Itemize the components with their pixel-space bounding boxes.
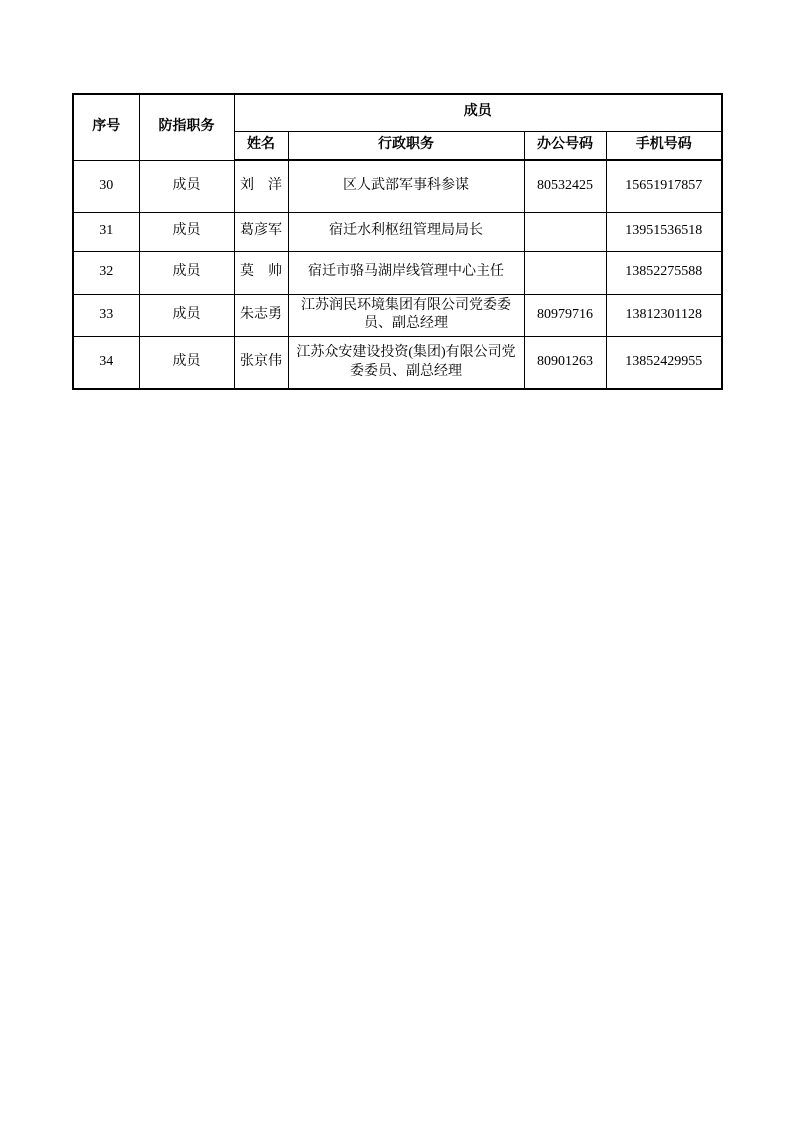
cell-position: 成员 [139, 337, 234, 389]
header-admin-title: 行政职务 [288, 131, 524, 160]
cell-office-phone [524, 212, 606, 251]
table-row [73, 251, 722, 294]
header-member-group: 成员 [234, 94, 722, 131]
cell-position: 成员 [139, 251, 234, 294]
table-row [73, 294, 722, 337]
cell-name: 莫 帅 [234, 251, 288, 294]
cell-position: 成员 [139, 294, 234, 337]
cell-admin-title: 江苏众安建设投资(集团)有限公司党委委员、副总经理 [288, 337, 524, 389]
cell-serial: 30 [73, 160, 139, 212]
cell-office-phone: 80532425 [524, 160, 606, 212]
cell-name: 张京伟 [234, 337, 288, 389]
table-row [73, 337, 722, 389]
header-office-phone: 办公号码 [524, 131, 606, 160]
header-mobile-phone: 手机号码 [606, 131, 722, 160]
cell-name: 葛彦军 [234, 212, 288, 251]
cell-admin-title: 江苏润民环境集团有限公司党委委员、副总经理 [288, 294, 524, 337]
cell-name: 朱志勇 [234, 294, 288, 337]
cell-admin-title: 区人武部军事科参谋 [288, 160, 524, 212]
cell-serial: 31 [73, 212, 139, 251]
cell-serial: 34 [73, 337, 139, 389]
cell-mobile-phone: 15651917857 [606, 160, 722, 212]
cell-name: 刘 洋 [234, 160, 288, 212]
header-name: 姓名 [234, 131, 288, 160]
table-header [73, 94, 722, 160]
cell-position: 成员 [139, 212, 234, 251]
header-position: 防指职务 [139, 94, 234, 160]
cell-office-phone: 80979716 [524, 294, 606, 337]
table-row [73, 212, 722, 251]
cell-mobile-phone: 13951536518 [606, 212, 722, 251]
header-serial: 序号 [73, 94, 139, 160]
cell-serial: 33 [73, 294, 139, 337]
table-row [73, 160, 722, 212]
cell-serial: 32 [73, 251, 139, 294]
members-contact-table [72, 93, 723, 390]
cell-admin-title: 宿迁水利枢纽管理局局长 [288, 212, 524, 251]
cell-office-phone [524, 251, 606, 294]
cell-mobile-phone: 13852275588 [606, 251, 722, 294]
cell-mobile-phone: 13812301128 [606, 294, 722, 337]
cell-mobile-phone: 13852429955 [606, 337, 722, 389]
cell-position: 成员 [139, 160, 234, 212]
cell-admin-title: 宿迁市骆马湖岸线管理中心主任 [288, 251, 524, 294]
cell-office-phone: 80901263 [524, 337, 606, 389]
